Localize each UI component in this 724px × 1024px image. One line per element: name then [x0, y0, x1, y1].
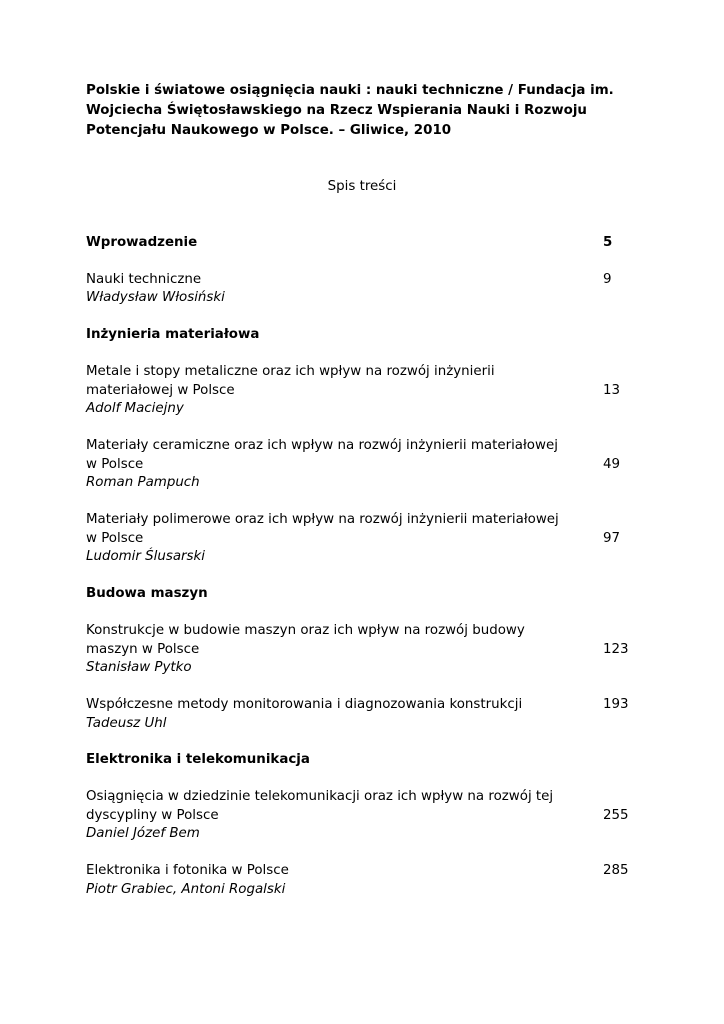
toc-entry-title-line: Budowa maszyn: [86, 586, 208, 602]
toc-entry-title-line: Konstrukcje w budowie maszyn oraz ich wpływ na rozwój budowy: [86, 622, 525, 638]
toc-entry-title: [86, 862, 586, 881]
toc-section-heading: [86, 234, 646, 253]
toc-entry-page-number: 255: [603, 807, 629, 823]
toc-entry-page-number: 13: [603, 382, 621, 398]
toc-entry-title-line: Materiały polimerowe oraz ich wpływ na rozwój inżynierii materiałowej: [86, 512, 559, 528]
toc-entry-title: [86, 585, 586, 604]
toc-entry-author: Daniel Józef Bem: [86, 826, 200, 842]
toc-entry: [86, 511, 646, 567]
toc-entry-author: Adolf Maciejny: [86, 401, 184, 417]
toc-entry-title-line: Osiągnięcia w dziedzinie telekomunikacji oraz ich wpływ na rozwój tej: [86, 789, 554, 805]
toc-entry: [86, 271, 646, 308]
toc-entry-title-line: dyscypliny w Polsce: [86, 807, 219, 823]
toc-entry-author: Roman Pampuch: [86, 475, 200, 491]
toc-entry-page-number: 9: [603, 271, 612, 287]
table-of-contents: [86, 234, 646, 900]
toc-entry-title: [86, 326, 586, 345]
toc-entry-page-number: 49: [603, 456, 621, 472]
toc-entry-title: [86, 696, 586, 715]
toc-section-heading: [86, 326, 646, 345]
header-line: Polskie i światowe osiągnięcia nauki : nauki techniczne / Fundacja im.: [86, 83, 614, 98]
toc-entry-title: [86, 751, 586, 770]
toc-entry-author: Tadeusz Uhl: [86, 715, 167, 731]
toc-entry: [86, 788, 646, 844]
toc-entry-title: [86, 788, 586, 825]
toc-entry-title: [86, 234, 586, 253]
toc-entry-title: [86, 511, 586, 548]
toc-entry-title-line: w Polsce: [86, 530, 144, 546]
toc-entry-title-line: Elektronika i telekomunikacja: [86, 752, 310, 768]
header-line: Wojciecha Świętosławskiego na Rzecz Wspierania Nauki i Rozwoju: [86, 103, 587, 118]
toc-entry-author: Ludomir Ślusarski: [86, 549, 206, 565]
toc-entry-title-line: Współczesne metody monitorowania i diagnozowania konstrukcji: [86, 696, 523, 712]
toc-entry-title-line: Wprowadzenie: [86, 235, 198, 250]
toc-entry-author: Władysław Włosiński: [86, 290, 225, 306]
toc-entry: [86, 437, 646, 493]
header-line: Potencjału Naukowego w Polsce. – Gliwice, 2010: [86, 123, 452, 138]
toc-entry-title: [86, 437, 586, 474]
toc-entry-title-line: Inżynieria materiałowa: [86, 327, 260, 343]
toc-entry-author: Stanisław Pytko: [86, 660, 192, 676]
toc-entry-title: [86, 363, 586, 400]
toc-entry-title-line: materiałowej w Polsce: [86, 382, 235, 398]
toc-entry: [86, 862, 646, 899]
toc-section-heading: [86, 585, 646, 604]
toc-entry-title: [86, 271, 586, 290]
toc-entry-title: [86, 622, 586, 659]
toc-entry-page-number: 5: [603, 235, 613, 250]
toc-entry-page-number: 193: [603, 696, 629, 712]
toc-heading: Spis treści: [327, 179, 397, 194]
toc-entry-page-number: 285: [603, 863, 629, 879]
toc-entry-title-line: Nauki techniczne: [86, 271, 202, 287]
toc-entry: [86, 622, 646, 678]
toc-section-heading: [86, 751, 646, 770]
toc-entry-title-line: Materiały ceramiczne oraz ich wpływ na rozwój inżynierii materiałowej: [86, 437, 558, 453]
toc-entry-title-line: Elektronika i fotonika w Polsce: [86, 863, 289, 879]
bibliographic-header: [86, 81, 646, 141]
toc-entry: [86, 363, 646, 419]
toc-entry-page-number: 123: [603, 641, 629, 657]
toc-entry-title-line: Metale i stopy metaliczne oraz ich wpływ na rozwój inżynierii: [86, 363, 495, 379]
toc-entry-page-number: 97: [603, 530, 621, 546]
toc-entry-title-line: w Polsce: [86, 456, 144, 472]
toc-entry: [86, 696, 646, 733]
toc-entry-author: Piotr Grabiec, Antoni Rogalski: [86, 881, 286, 897]
toc-entry-title-line: maszyn w Polsce: [86, 641, 200, 657]
